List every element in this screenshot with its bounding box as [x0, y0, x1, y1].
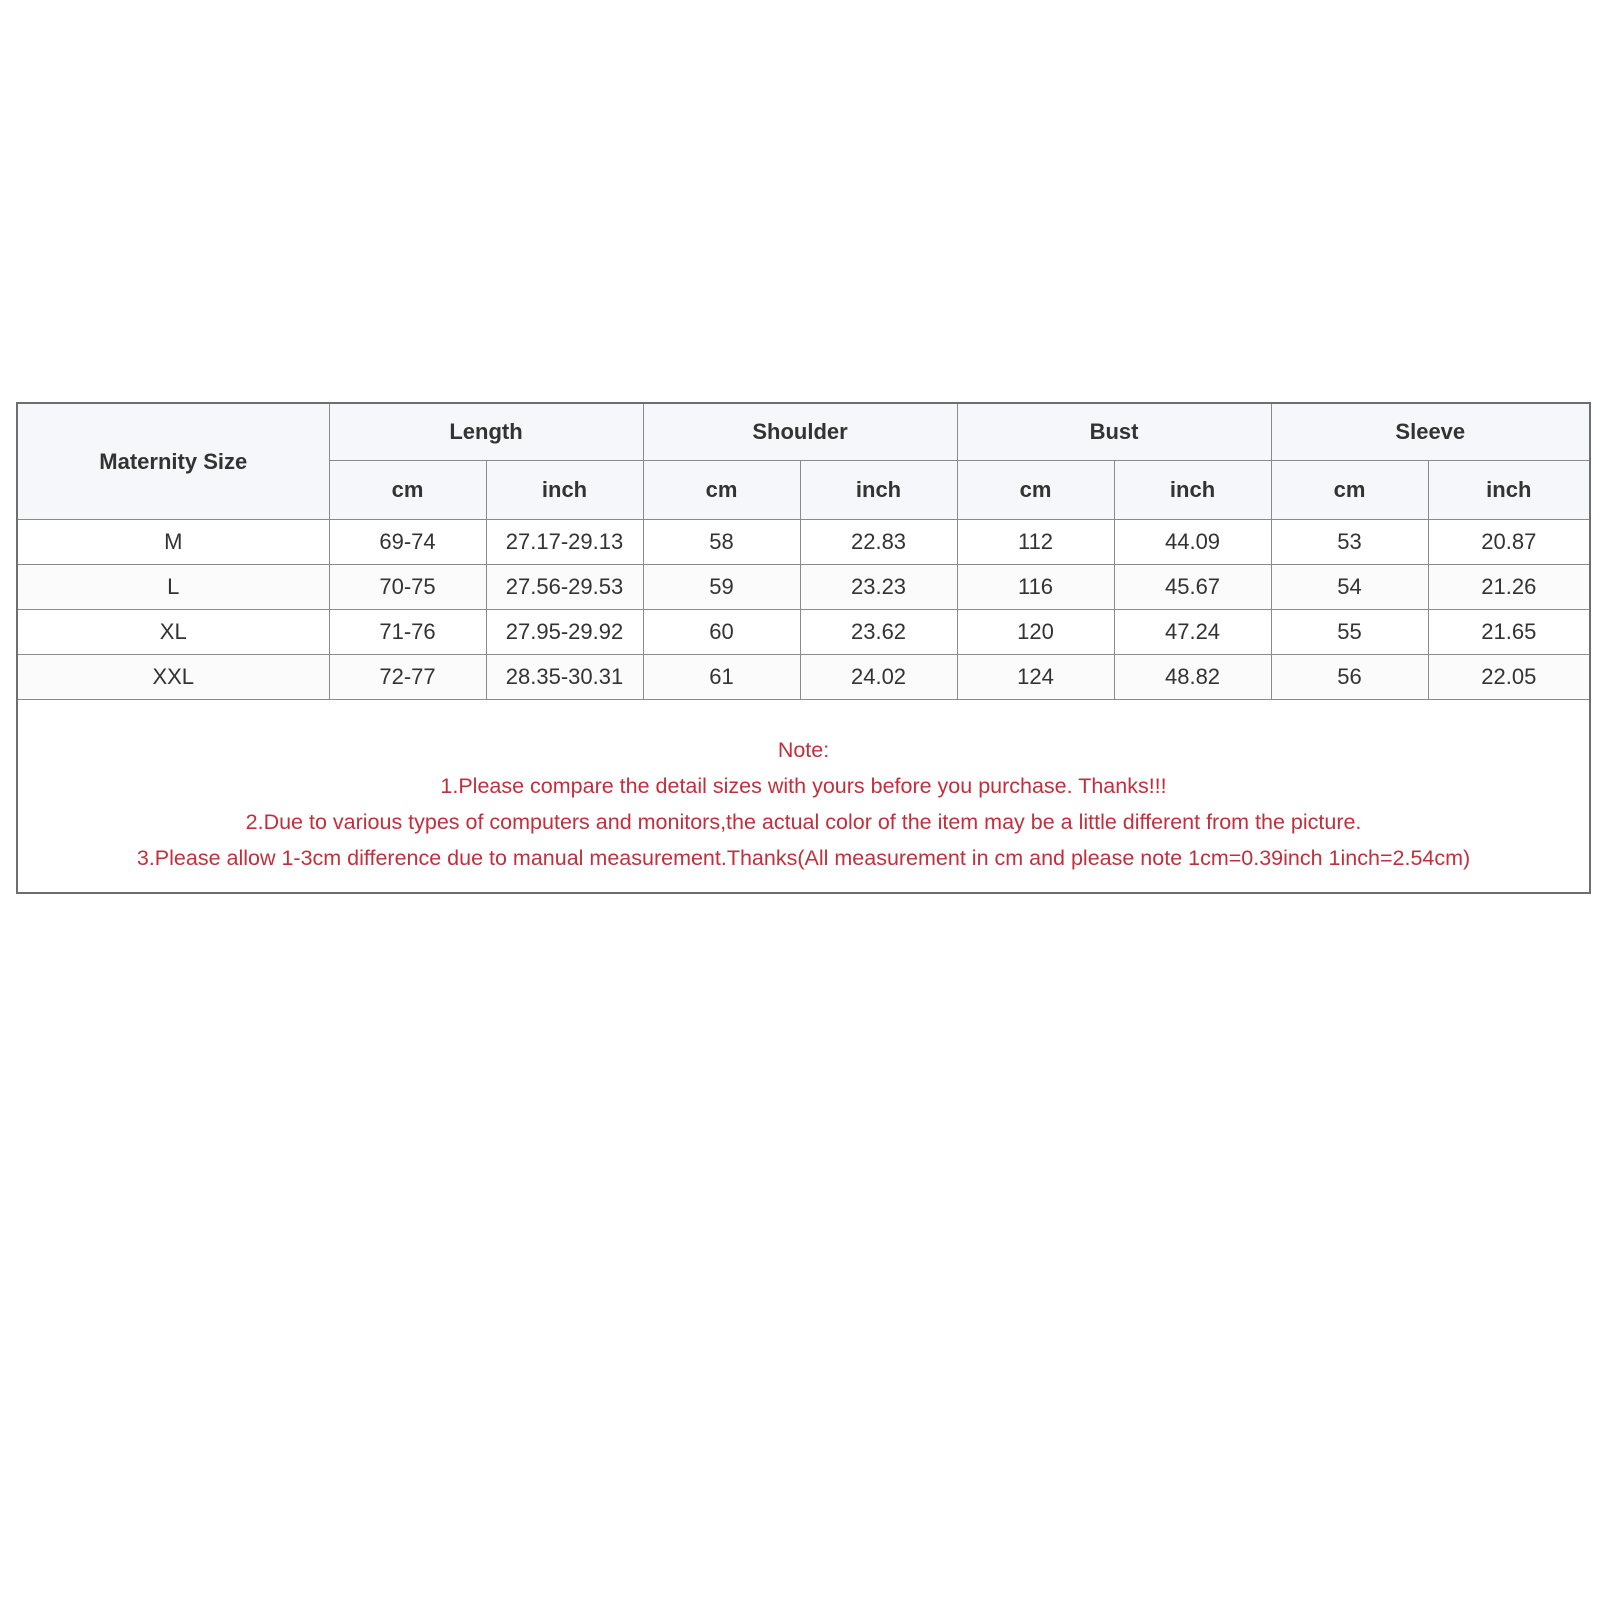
- size-label-cell: L: [17, 565, 329, 610]
- note-line-1: 1.Please compare the detail sizes with yours before you purchase. Thanks!!!: [440, 774, 1167, 798]
- shoulder-cm-header: cm: [643, 461, 800, 520]
- size-row-m: [17, 520, 1590, 565]
- sleeve-inch-cell: 22.05: [1428, 655, 1590, 700]
- length-cm-cell: 70-75: [329, 565, 486, 610]
- size-label-cell: XXL: [17, 655, 329, 700]
- sleeve-inch-cell: 20.87: [1428, 520, 1590, 565]
- length-cm-cell: 69-74: [329, 520, 486, 565]
- shoulder-inch-header: inch: [800, 461, 957, 520]
- sleeve-cm-cell: 55: [1271, 610, 1428, 655]
- length-cm-cell: 71-76: [329, 610, 486, 655]
- length-header: Length: [329, 403, 643, 461]
- bust-cm-cell: 120: [957, 610, 1114, 655]
- sleeve-inch-cell: 21.26: [1428, 565, 1590, 610]
- size-chart-table: [16, 402, 1591, 894]
- note-title: Note:: [777, 738, 830, 762]
- size-row-xxl: [17, 655, 1590, 700]
- shoulder-inch-cell: 23.23: [800, 565, 957, 610]
- note-line-2: 2.Due to various types of computers and monitors,the actual color of the item may be a little different from the picture.: [245, 810, 1362, 834]
- maternity-size-header: Maternity Size: [17, 403, 329, 520]
- size-row-l: [17, 565, 1590, 610]
- bust-inch-cell: 48.82: [1114, 655, 1271, 700]
- sleeve-cm-cell: 53: [1271, 520, 1428, 565]
- sleeve-inch-header: inch: [1428, 461, 1590, 520]
- shoulder-cm-cell: 60: [643, 610, 800, 655]
- note-line-3: 3.Please allow 1-3cm difference due to manual measurement.Thanks(All measurement in cm and please note 1cm=0.39inch 1inch=2.54cm): [136, 846, 1471, 870]
- bust-cm-cell: 116: [957, 565, 1114, 610]
- shoulder-cm-cell: 61: [643, 655, 800, 700]
- shoulder-inch-cell: 23.62: [800, 610, 957, 655]
- sleeve-cm-header: cm: [1271, 461, 1428, 520]
- group-header-row: [17, 403, 1590, 461]
- sleeve-cm-cell: 54: [1271, 565, 1428, 610]
- shoulder-cm-cell: 59: [643, 565, 800, 610]
- size-label-cell: XL: [17, 610, 329, 655]
- length-cm-header: cm: [329, 461, 486, 520]
- bust-inch-cell: 45.67: [1114, 565, 1271, 610]
- bust-cm-header: cm: [957, 461, 1114, 520]
- length-cm-cell: 72-77: [329, 655, 486, 700]
- bust-inch-cell: 47.24: [1114, 610, 1271, 655]
- sleeve-cm-cell: 56: [1271, 655, 1428, 700]
- shoulder-header: Shoulder: [643, 403, 957, 461]
- length-inch-header: inch: [486, 461, 643, 520]
- shoulder-cm-cell: 58: [643, 520, 800, 565]
- bust-header: Bust: [957, 403, 1271, 461]
- note-row: [17, 700, 1590, 894]
- bust-cm-cell: 124: [957, 655, 1114, 700]
- sleeve-header: Sleeve: [1271, 403, 1590, 461]
- shoulder-inch-cell: 22.83: [800, 520, 957, 565]
- length-inch-cell: 28.35-30.31: [486, 655, 643, 700]
- size-row-xl: [17, 610, 1590, 655]
- length-inch-cell: 27.17-29.13: [486, 520, 643, 565]
- shoulder-inch-cell: 24.02: [800, 655, 957, 700]
- sleeve-inch-cell: 21.65: [1428, 610, 1590, 655]
- note-cell: [17, 700, 1590, 894]
- bust-inch-header: inch: [1114, 461, 1271, 520]
- size-label-cell: M: [17, 520, 329, 565]
- bust-cm-cell: 112: [957, 520, 1114, 565]
- length-inch-cell: 27.56-29.53: [486, 565, 643, 610]
- bust-inch-cell: 44.09: [1114, 520, 1271, 565]
- length-inch-cell: 27.95-29.92: [486, 610, 643, 655]
